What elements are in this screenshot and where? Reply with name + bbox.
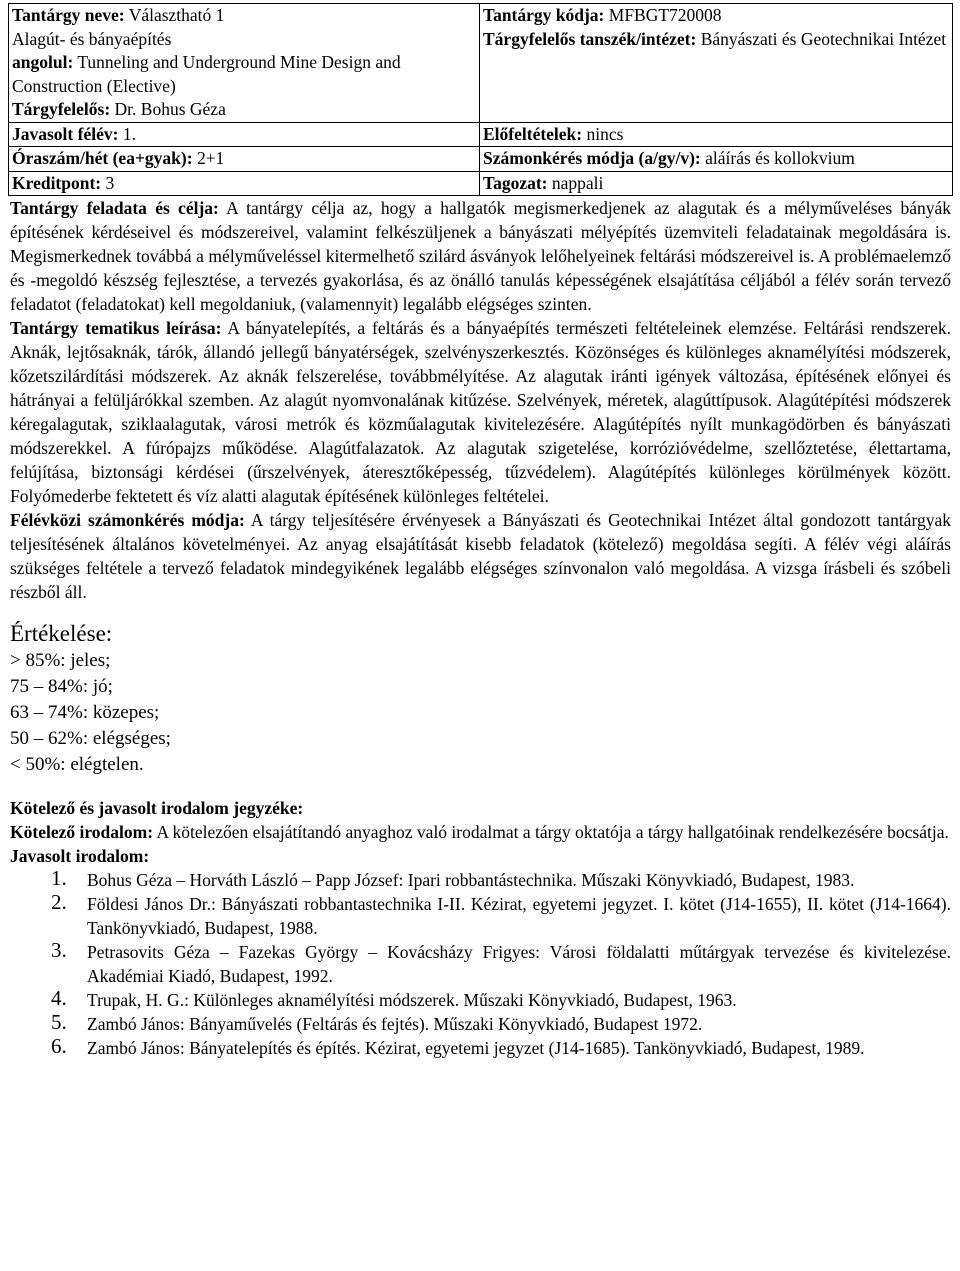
goals-paragraph: [10, 196, 951, 316]
semester-label: Javasolt félév:: [12, 123, 119, 144]
reference-item: [10, 1012, 951, 1036]
course-body: [8, 196, 953, 1060]
subject-name-value: Választható 1: [128, 5, 225, 25]
recommended-label: Javasolt irodalom:: [10, 846, 150, 866]
topics-label: Tantárgy tematikus leírása:: [10, 318, 222, 338]
grade-item: < 50%: elégtelen.: [10, 754, 144, 775]
reference-number: 3.: [51, 938, 67, 962]
reference-text: Zambó János: Bányatelepítés és építés. Kézirat, egyetemi jegyzet (J14-1685). Tankönyvkiadó, Budapest, 1989.: [87, 1038, 865, 1058]
english-value: Tunneling and Underground Mine Design and Construction (Elective): [12, 52, 401, 96]
credit-label: Kreditpont:: [12, 172, 102, 193]
reference-text: Trupak, H. G.: Különleges aknamélyítési módszerek. Műszaki Könyvkiadó, Budapest, 1963.: [87, 990, 737, 1010]
midterm-label: Félévközi számonkérés módja:: [10, 510, 245, 530]
reference-text: Petrasovits Géza – Fazekas György – Kovácsházy Frigyes: Városi földalatti műtárgyak tervezése és kivitelezése. Akadémiai Kiadó, Budapest, 1992.: [87, 942, 951, 986]
literature-heading-text: Kötelező és javasolt irodalom jegyzéke:: [10, 798, 304, 818]
prereq-value: nincs: [586, 123, 624, 144]
midterm-paragraph: [10, 508, 951, 604]
course-sheet: [8, 3, 953, 1060]
hours-cell: [9, 147, 480, 172]
goals-label: Tantárgy feladata és célja:: [10, 198, 219, 218]
exam-value: aláírás és kollokvium: [705, 148, 855, 168]
mandatory-text: A kötelezően elsajátítandó anyaghoz való irodalmat a tárgy oktatója a tárgy hallgatóinak rendelkezésére bocsátja.: [156, 822, 949, 842]
semester-cell: [9, 122, 480, 147]
code-value: MFBGT720008: [608, 5, 722, 25]
grading-list: [10, 648, 951, 778]
reference-number: 1.: [51, 866, 67, 890]
reference-list: [10, 868, 951, 1060]
reference-number: 4.: [51, 986, 67, 1010]
hours-value: 2+1: [196, 148, 225, 168]
credit-value: 3: [105, 172, 115, 193]
responsible-label: Tárgyfelelős:: [12, 99, 111, 119]
grading-title: Értékelése:: [10, 621, 113, 646]
subject-info-cell: [9, 4, 480, 123]
reference-number: 6.: [51, 1034, 67, 1058]
reference-item: [10, 988, 951, 1012]
topics-paragraph: [10, 316, 951, 508]
course-header-table: [8, 3, 953, 196]
reference-number: 2.: [51, 890, 67, 914]
reference-item: [10, 892, 951, 940]
reference-text: Zambó János: Bányaművelés (Feltárás és fejtés). Műszaki Könyvkiadó, Budapest 1972.: [87, 1014, 703, 1034]
reference-text: Földesi János Dr.: Bányászati robbantastechnika I-II. Kézirat, egyetemi jegyzet. I. kötet (J14-1655), II. kötet (J14-1664). Tankönyvkiadó, Budapest, 1988.: [87, 894, 951, 938]
code-dept-cell: [480, 4, 953, 123]
grade-item: 50 – 62%: elégséges;: [10, 728, 171, 749]
exam-cell: [480, 147, 953, 172]
subject-name-label: Tantárgy neve:: [12, 5, 125, 25]
responsible-value: Dr. Bohus Géza: [114, 99, 226, 119]
mandatory-literature: [10, 820, 951, 844]
reference-number: 5.: [51, 1010, 67, 1034]
midterm-text: A tárgy teljesítésére érvényesek a Bányászati és Geotechnikai Intézet által gondozott tantárgyak teljesítésének általános követelményei. Az anyag elsajátítását kisebb feladatok (kötelező) megoldása segíti. A félév végi aláírás szükséges feltétele a tervező feladatok mindegyikének legalább elégséges színvonalon való megoldása. A vizsga írásbeli és szóbeli részből áll.: [10, 510, 951, 602]
goals-text: A tantárgy célja az, hogy a hallgatók megismerkedjenek az alagutak és a mélyműveléses bányák építésének kérdéseivel és módszereivel, valamint felkészüljenek a bányászati mélyépítés üzemviteli feladatainak megoldására is. Megismerkednek továbbá a mélyműveléssel kitermelhető szilárd ásványok lelőhelyeinek feltárási módszereivel is. A problémaelemző és -megoldó készség fejlesztése, a tervezés gyakorlása, és az önálló tanulás képességének elsajátítása céljából a félév során tervező feladatot (feladatokat) kell megoldaniuk, (valamennyit) legalább elégséges szinten.: [10, 198, 951, 314]
reference-item: [10, 940, 951, 988]
recommended-label-row: [10, 844, 951, 868]
literature-heading: [10, 796, 951, 820]
dept-label: Tárgyfelelős tanszék/intézet:: [483, 28, 697, 49]
mandatory-label: Kötelező irodalom:: [10, 822, 154, 842]
topics-text: A bányatelepítés, a feltárás és a bányaépítés természeti feltételeinek elemzése. Feltárási rendszerek. Aknák, lejtősaknák, tárók, állandó jellegű bányatérségek, szelvényszerkesztés. Közönséges és különleges aknamélyítési módszerek, kőzetszilárdítási módszerek. Az aknák felszerelése, továbbmélyítése. Az alagutak iránti igények változása, építésének előnyei és hátrányai a felüljárókkal szemben. Az alagút nyomvonalának kitűzése. Szelvények, méretek, alagúttípusok. Alagútépítési módszerek kéregalagutak, sziklaalagutak, városi metrók és közműalagutak kivitelezésére. Alagútépítés nyílt munkagödörben és bányászati módszerekkel. A fúrópajzs működése. Alagútfalazatok. Az alagutak szigetelése, korrózióvédelme, szellőztetése, élettartama, felújítása, biztonsági kérdései (űrszelvények, áteresztőképesség, tűzvédelem). Alagútépítés különleges körülmények között. Folyómederbe fektetett és víz alatti alagutak építésének különleges feltételei.: [10, 318, 951, 506]
section-cell: [480, 171, 953, 196]
semester-value: 1.: [122, 123, 136, 144]
reference-text: Bohus Géza – Horváth László – Papp József: Ipari robbantástechnika. Műszaki Könyvkiadó, Budapest, 1983.: [87, 870, 855, 890]
exam-label: Számonkérés módja (a/gy/v):: [483, 148, 701, 168]
reference-item: [10, 1036, 951, 1060]
section-label: Tagozat:: [483, 172, 548, 193]
dept-value: Bányászati és Geotechnikai Intézet: [700, 28, 947, 49]
grade-item: 63 – 74%: közepes;: [10, 702, 160, 723]
hours-label: Óraszám/hét (ea+gyak):: [12, 148, 193, 168]
grade-item: > 85%: jeles;: [10, 650, 111, 671]
credit-cell: [9, 171, 480, 196]
subject-name-line2: Alagút- és bányaépítés: [12, 28, 172, 49]
english-label: angolul:: [12, 52, 74, 72]
section-value: nappali: [551, 172, 604, 193]
prereq-cell: [480, 122, 953, 147]
grade-item: 75 – 84%: jó;: [10, 676, 113, 697]
reference-item: [10, 868, 951, 892]
code-label: Tantárgy kódja:: [483, 5, 605, 25]
prereq-label: Előfeltételek:: [483, 123, 583, 144]
